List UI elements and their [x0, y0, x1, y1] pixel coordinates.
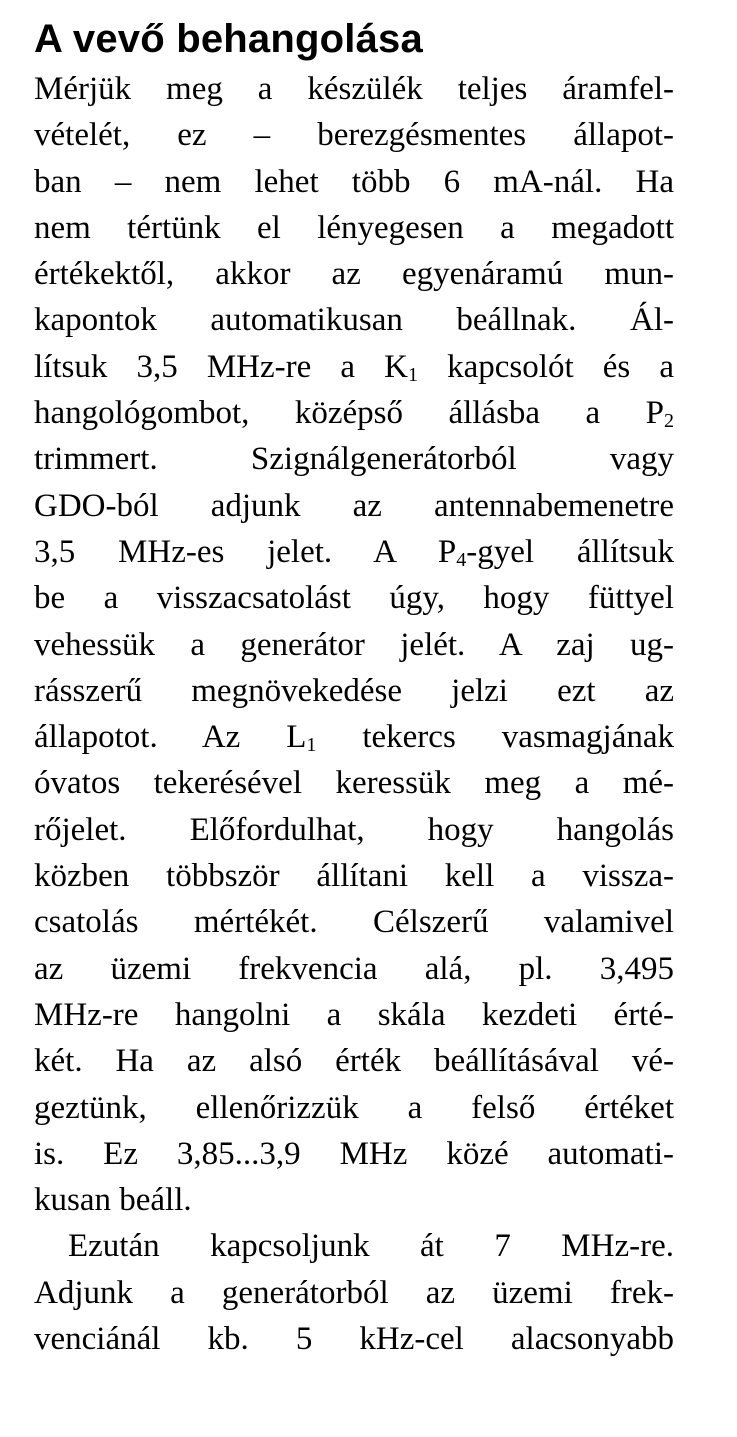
text-line: is. Ez 3,85...3,9 MHz közé automati-	[34, 1135, 674, 1172]
text-segment: 3,5 MHz-es jelet. A P	[34, 533, 457, 570]
text-line: kusan beáll.	[34, 1182, 192, 1219]
text-line: értékektől, akkor az egyenáramú mun-	[34, 256, 674, 293]
text-line	[34, 714, 674, 760]
subscript-index: 1	[408, 363, 419, 386]
text-line: csatolás mértékét. Célszerű valamivel	[34, 904, 674, 941]
text-line: közben többször állítani kell a vissza-	[34, 858, 674, 895]
subscript-index: 1	[306, 734, 317, 757]
text-line: trimmert. Szignálgenerátorból vagy	[34, 441, 674, 478]
text-line: be a visszacsatolást úgy, hogy füttyel	[34, 580, 674, 617]
text-line: rőjelet. Előfordulhat, hogy hangolás	[34, 811, 674, 848]
text-line: GDO-ból adjunk az antennabemenetre	[34, 487, 674, 524]
section-heading: A vevő behangolása	[34, 17, 423, 61]
text-line: két. Ha az alsó érték beállításával vé-	[34, 1043, 674, 1080]
text-line: MHz-re hangolni a skála kezdeti érté-	[34, 996, 674, 1033]
text-line: nem tértünk el lényegesen a megadott	[34, 209, 674, 246]
text-line: rásszerű megnövekedése jelzi ezt az	[34, 672, 674, 709]
text-line: geztünk, ellenőrizzük a felső értéket	[34, 1089, 674, 1126]
text-line: vételét, ez – berezgésmentes állapot-	[34, 117, 674, 154]
text-line: az üzemi frekvencia alá, pl. 3,495	[34, 950, 674, 987]
text-line: kapontok automatikusan beállnak. Ál-	[34, 302, 674, 339]
text-line: Adjunk a generátorból az üzemi frek-	[34, 1274, 674, 1311]
text-segment: hangológombot, középső állásba a P	[34, 395, 664, 432]
paragraph-2	[34, 1223, 674, 1362]
body-text	[34, 66, 674, 1362]
text-line: Mérjük meg a készülék teljes áramfel-	[34, 71, 674, 107]
text-line	[34, 344, 674, 390]
text-line: óvatos tekerésével keressük meg a mé-	[34, 765, 674, 802]
subscript-index: 4	[456, 548, 467, 571]
text-segment: tekercs vasmagjának	[316, 719, 674, 756]
subscript-index: 2	[664, 410, 674, 433]
text-segment: kapcsolót és a	[418, 348, 674, 385]
text-line: Ezután kapcsoljunk át 7 MHz-re.	[68, 1228, 674, 1265]
text-line: vehessük a generátor jelét. A zaj ug-	[34, 626, 674, 663]
text-segment: állapotot. Az L	[34, 719, 307, 756]
text-segment: -gyel állítsuk	[466, 533, 674, 570]
text-line	[34, 529, 674, 575]
paragraph-1	[34, 66, 674, 1223]
text-line	[34, 390, 674, 436]
document-page	[34, 14, 674, 1362]
text-line: ban – nem lehet több 6 mA-nál. Ha	[34, 163, 674, 200]
text-line: venciánál kb. 5 kHz-cel alacsonyabb	[34, 1321, 674, 1358]
text-segment: lítsuk 3,5 MHz-re a K	[34, 348, 409, 385]
